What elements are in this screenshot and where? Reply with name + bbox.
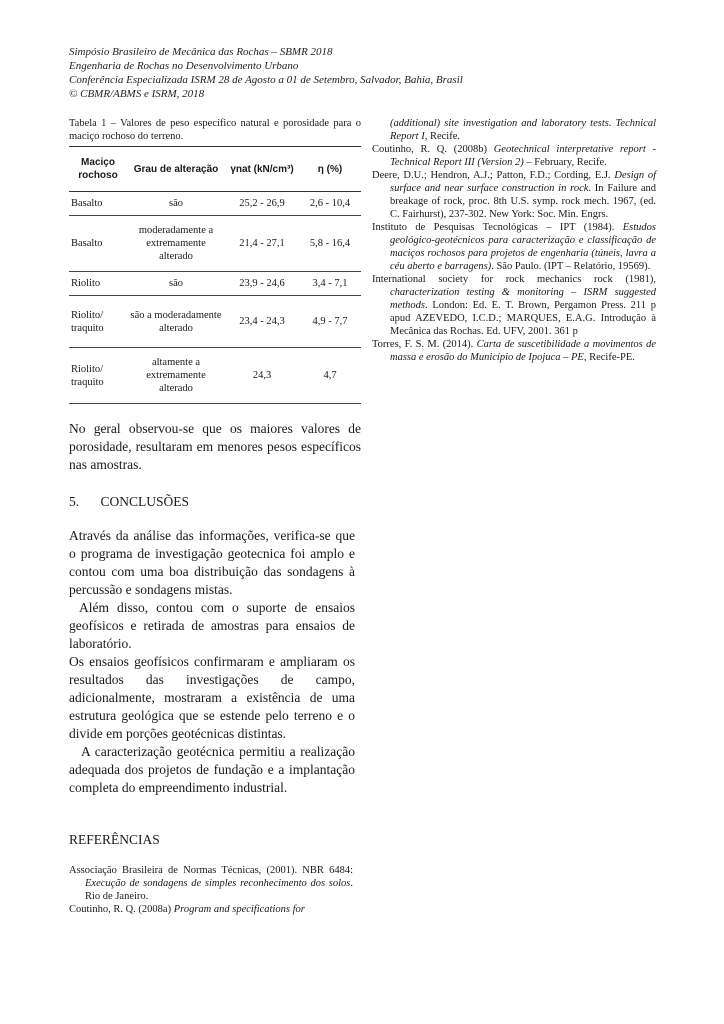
reference-entry: Torres, F. S. M. (2014). Carta de suscetibilidade a movimentos de massa e erosão do Município de Ipojuca – PE, Recife-PE. (372, 339, 656, 363)
table-cell: Basalto (69, 192, 127, 216)
header-line-4: © CBMR/ABMS e ISRM, 2018 (69, 88, 205, 100)
table-cell: moderadamente a extremamente alterado (127, 216, 225, 272)
reference-entry: Associação Brasileira de Normas Técnicas, (2001). NBR 6484: Execução de sondagens de simples reconhecimento dos solos. Rio de Janeiro. (69, 865, 353, 902)
conclusions-paragraph: Os ensaios geofísicos confirmaram e ampliaram os resultados das investigações de campo, adicionalmente, mostraram a existência de uma estrutura geológica que se estende pelo terreno e o divide em porções geotécnicas distintas. (69, 654, 355, 741)
table-cell: 4,9 - 7,7 (299, 296, 361, 348)
porosity-paragraph: No geral observou-se que os maiores valores de porosidade, resultaram em menores pesos específicos nas amostras. (69, 421, 361, 472)
right-column (372, 117, 656, 364)
col-header-alteration: Grau de alteração (127, 147, 225, 192)
table-row (69, 348, 361, 404)
table-row (69, 216, 361, 272)
table-cell: 4,7 (299, 348, 361, 404)
page-header (69, 45, 669, 101)
header-line-2: Engenharia de Rochas no Desenvolvimento Urbano (69, 60, 299, 72)
table-cell: Riolito (69, 272, 127, 296)
references-heading: REFERÊNCIAS (69, 832, 160, 847)
rock-properties-table (69, 146, 361, 404)
table-row (69, 192, 361, 216)
table-header-row (69, 147, 361, 192)
left-column (69, 117, 361, 474)
section-number: 5. (69, 494, 80, 509)
reference-entry: Deere, D.U.; Hendron, A.J.; Patton, F.D.; Cording, E.J. Design of surface and near surface construction in rock. In Failure and breakage of rock, proc. 8th U.S. symp. rock mech. 1967, (ed. C. Fairhurst), 237-302. New York: Soc. Min. Engrs. (372, 170, 657, 220)
table-cell: 3,4 - 7,1 (299, 272, 361, 296)
header-line-3: Conferência Especializada ISRM 28 de Agosto a 01 de Setembro, Salvador, Bahia, Brasil (69, 74, 463, 86)
conclusions-paragraph: A caracterização geotécnica permitiu a realização adequada dos projetos de fundação e a implantação completa do empreendimento industrial. (69, 744, 355, 795)
conclusions-paragraph: Através da análise das informações, verifica-se que o programa de investigação geotecnica foi amplo e contou com uma boa distribuição das sondagens à percussão e sondagens mistas. (69, 528, 355, 597)
section-title: CONCLUSÕES (100, 494, 190, 509)
col-header-rock: Maciço rochoso (69, 147, 127, 192)
table-cell: 21,4 - 27,1 (225, 216, 299, 272)
table-cell: Riolito/ traquito (69, 296, 127, 348)
reference-entry: Coutinho, R. Q. (2008a) Program and specifications for (69, 904, 305, 915)
references-list-left (69, 864, 353, 916)
table-cell: 2,6 - 10,4 (299, 192, 361, 216)
table-cell: altamente a extremamente alterado (127, 348, 225, 404)
table-cell: são a moderadamente alterado (127, 296, 225, 348)
table-cell: 23,9 - 24,6 (225, 272, 299, 296)
table-row (69, 272, 361, 296)
conclusions-paragraph: Além disso, contou com o suporte de ensaios geofísicos e retirada de amostras para ensaios de laboratório. (69, 600, 355, 651)
table-cell: são (127, 272, 225, 296)
table-cell: Basalto (69, 216, 127, 272)
table-cell: 24,3 (225, 348, 299, 404)
conclusions-body (69, 527, 355, 797)
reference-entry: (additional) site investigation and laboratory tests. Technical Report I, Recife. (390, 118, 656, 142)
section-heading (69, 494, 189, 510)
reference-entry: International society for rock mechanics rock (1981), characterization testing & monitoring – ISRM suggested methods. London: Ed. E. T. Brown, Pergamon Press. 211 p apud AZEVEDO, I.C.D.; MARQUES, E.A.G. Introdução à Mecânica das Rochas. Ed. UFV, 2001. 361 p (372, 274, 656, 337)
table-caption: Tabela 1 – Valores de peso específico natural e porosidade para o maciço rochoso do terreno. (69, 118, 361, 142)
table-cell: 25,2 - 26,9 (225, 192, 299, 216)
table-cell: 5,8 - 16,4 (299, 216, 361, 272)
table-row (69, 296, 361, 348)
col-header-unit-weight: γnat (kN/cm³) (225, 147, 299, 192)
col-header-porosity: η (%) (299, 147, 361, 192)
reference-entry: Instituto de Pesquisas Tecnológicas – IPT (1984). Estudos geológico-geotécnicos para caracterização e classificação de maciços rochosos para projetos de engenharia (túneis, lavra a céu aberto e barragens). São Paulo. (IPT – Relatório, 19569). (372, 222, 656, 272)
table-cell: 23,4 - 24,3 (225, 296, 299, 348)
header-line-1: Simpósio Brasileiro de Mecânica das Rochas – SBMR 2018 (69, 46, 333, 58)
reference-entry: Coutinho, R. Q. (2008b) Geotechnical interpretative report - Technical Report III (Version 2) – February, Recife. (372, 144, 657, 168)
table-cell: Riolito/ traquito (69, 348, 127, 404)
table-cell: são (127, 192, 225, 216)
